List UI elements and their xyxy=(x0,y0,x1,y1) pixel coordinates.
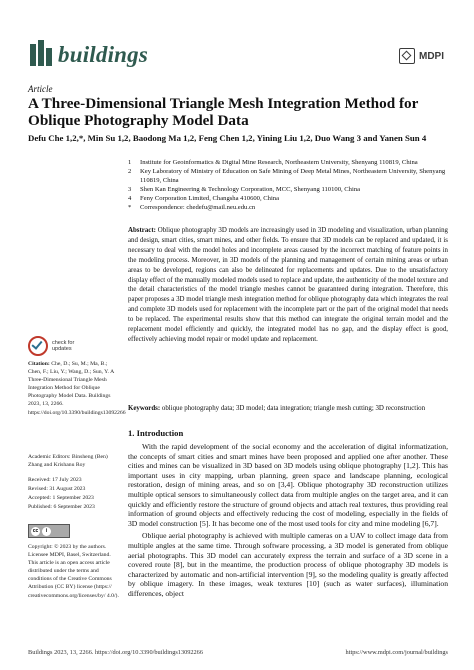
publisher-logo xyxy=(399,48,444,64)
check-for-updates-button[interactable]: check for updates xyxy=(28,336,74,356)
academic-editors: Academic Editors: Binsheng (Ben) Zhang and Krishanu Roy xyxy=(28,454,108,469)
revised-date: Revised: 31 August 2023 xyxy=(28,486,86,492)
section-heading: 1. Introduction xyxy=(128,428,184,438)
abstract-text: Oblique photography 3D models are increasingly used in 3D modeling and visualization, urban planning and design, smart cities, smart mines, and other fields. To ensure that 3D models can be replaced and updated, it is necessary to deal with the model holes and incomplete areas caused by the incorrect matching of feature points in the modeling process. Moreover, in 3D models of the planning and management of certain mining areas or urban areas to be developed, regions can also be delineated for replacements and updates. Due to the unsatisfactory display effect of the manually modeled models used to replace and update, the authenticity of the model texture and the detail characteristics of the model triangle meshes cannot be guaranteed during integration. Therefore, this paper proposes a 3D model triangle mesh integration method for oblique photography data which integrates the real and complete 3D models used for replacement with the incomplete part or the part of the original model that needs to be replaced. The experimental results show that this method can integrate the original terrain model and the replacement model efficiently and quickly, the integrated model has no gap, and the display effect is good, effectively achieving model repair or model update and replacement. xyxy=(128,227,448,343)
published-date: Published: 6 September 2023 xyxy=(28,504,95,510)
footer-citation[interactable]: Buildings 2023, 13, 2266. https://doi.org/10.3390/buildings13092266 xyxy=(28,649,203,656)
affiliation-item: 4 Feny Corporation Limited, Changsha 410600, China xyxy=(128,195,280,202)
affiliations xyxy=(128,158,448,212)
buildings-logo-icon xyxy=(28,40,54,68)
citation: Citation: Che, D.; Su, M.; Ma, B.; Chen, F.; Liu, Y.; Wang, D.; Sun, Y. A Three-Dimensional Triangle Mesh Integration Method for Oblique Photography Model Data. Buildings 2023, 13, 2266. https://doi.org/10.3390/buildings13092266 xyxy=(28,361,126,416)
keywords-label: Keywords: xyxy=(128,405,161,412)
affiliation-item: 3 Shen Kan Engineering & Technology Corporation, MCC, Shenyang 110100, China xyxy=(128,186,361,193)
body-text xyxy=(128,442,448,602)
article-type: Article xyxy=(28,84,53,94)
keywords-text: oblique photography data; 3D model; data integration; triangle mesh cutting; 3D reconstruction xyxy=(161,405,426,412)
abstract xyxy=(128,226,448,345)
affiliation-item: 2 Key Laboratory of Ministry of Education on Safe Mining of Deep Metal Mines, Northeastern University, Shenyang 110819, China xyxy=(128,168,446,184)
correspondence: * Correspondence: chedefu@mail.neu.edu.cn xyxy=(128,204,256,211)
copyright-notice: Copyright: © 2023 by the authors. Licensee MDPI, Basel, Switzerland. This article is an open access article distributed under the terms and conditions of the Creative Commons Attribution (CC BY) license (https:// creativecommons.org/licenses/by/ 4.0/). xyxy=(28,544,119,599)
footer-journal-url[interactable]: https://www.mdpi.com/journal/buildings xyxy=(345,649,448,656)
journal-name: buildings xyxy=(58,42,149,67)
received-date: Received: 17 July 2023 xyxy=(28,477,82,483)
article-title: A Three-Dimensional Triangle Mesh Integration Method for Oblique Photography Model Data xyxy=(28,95,419,129)
keywords xyxy=(128,404,448,414)
check-updates-icon xyxy=(28,336,48,356)
publisher-name: MDPI xyxy=(419,50,444,62)
author-list: Defu Che 1,2,*, Min Su 1,2, Baodong Ma 1,2, Feng Chen 1,2, Yining Liu 1,2, Duo Wang 3 and Yanen Sun 4 xyxy=(28,133,427,143)
cc-by-license-icon: cc i xyxy=(28,524,70,538)
page-footer xyxy=(28,649,448,656)
accepted-date: Accepted: 1 September 2023 xyxy=(28,495,94,501)
paragraph: With the rapid development of the social economy and the acceleration of digital informatization, the concepts of smart cities and smart mines have been proposed and applied one after another. These cities and mines can be visualized in 3D based on 3D models using oblique photography [1,2]. This has important uses in city mapping, urban planning, green space and landscape planning, ecological restoration, design of mining areas, and so on [3,4]. Oblique photography 3D reconstruction utilizes multiple optical sensors to simultaneously collect data from multiple angles on the target area, and it can quickly and efficiently restore the structure of ground objects and attach real textures, thus providing real information of ground objects and effectively reducing the cost of modeling, especially in the fields of 3D model construction [5]. It has become one of the most used tools for city and mine modeling [6,7]. xyxy=(128,442,448,528)
mdpi-logo-icon xyxy=(399,48,415,64)
abstract-label: Abstract: xyxy=(128,227,156,234)
paragraph: Oblique aerial photography is achieved with multiple cameras on a UAV to collect image data from multiple angles at the same time. Through software processing, a 3D model is generated from oblique aerial photographs. This 3D model can accurately express the terrain and surface of a 3D scene in a covered route [8], but in the meantime, the production process of oblique photography 3D models is characterized by automatic and non-artificial intervention [9], so the modeling quality is greatly affected by oblique imagery. In these images, weak textures [10] (such as water surfaces), illumination differences, object xyxy=(128,531,448,598)
affiliation-item: 1 Institute for Geoinformatics & Digital Mine Research, Northeastern University, Shenyang 110819, China xyxy=(128,159,418,166)
